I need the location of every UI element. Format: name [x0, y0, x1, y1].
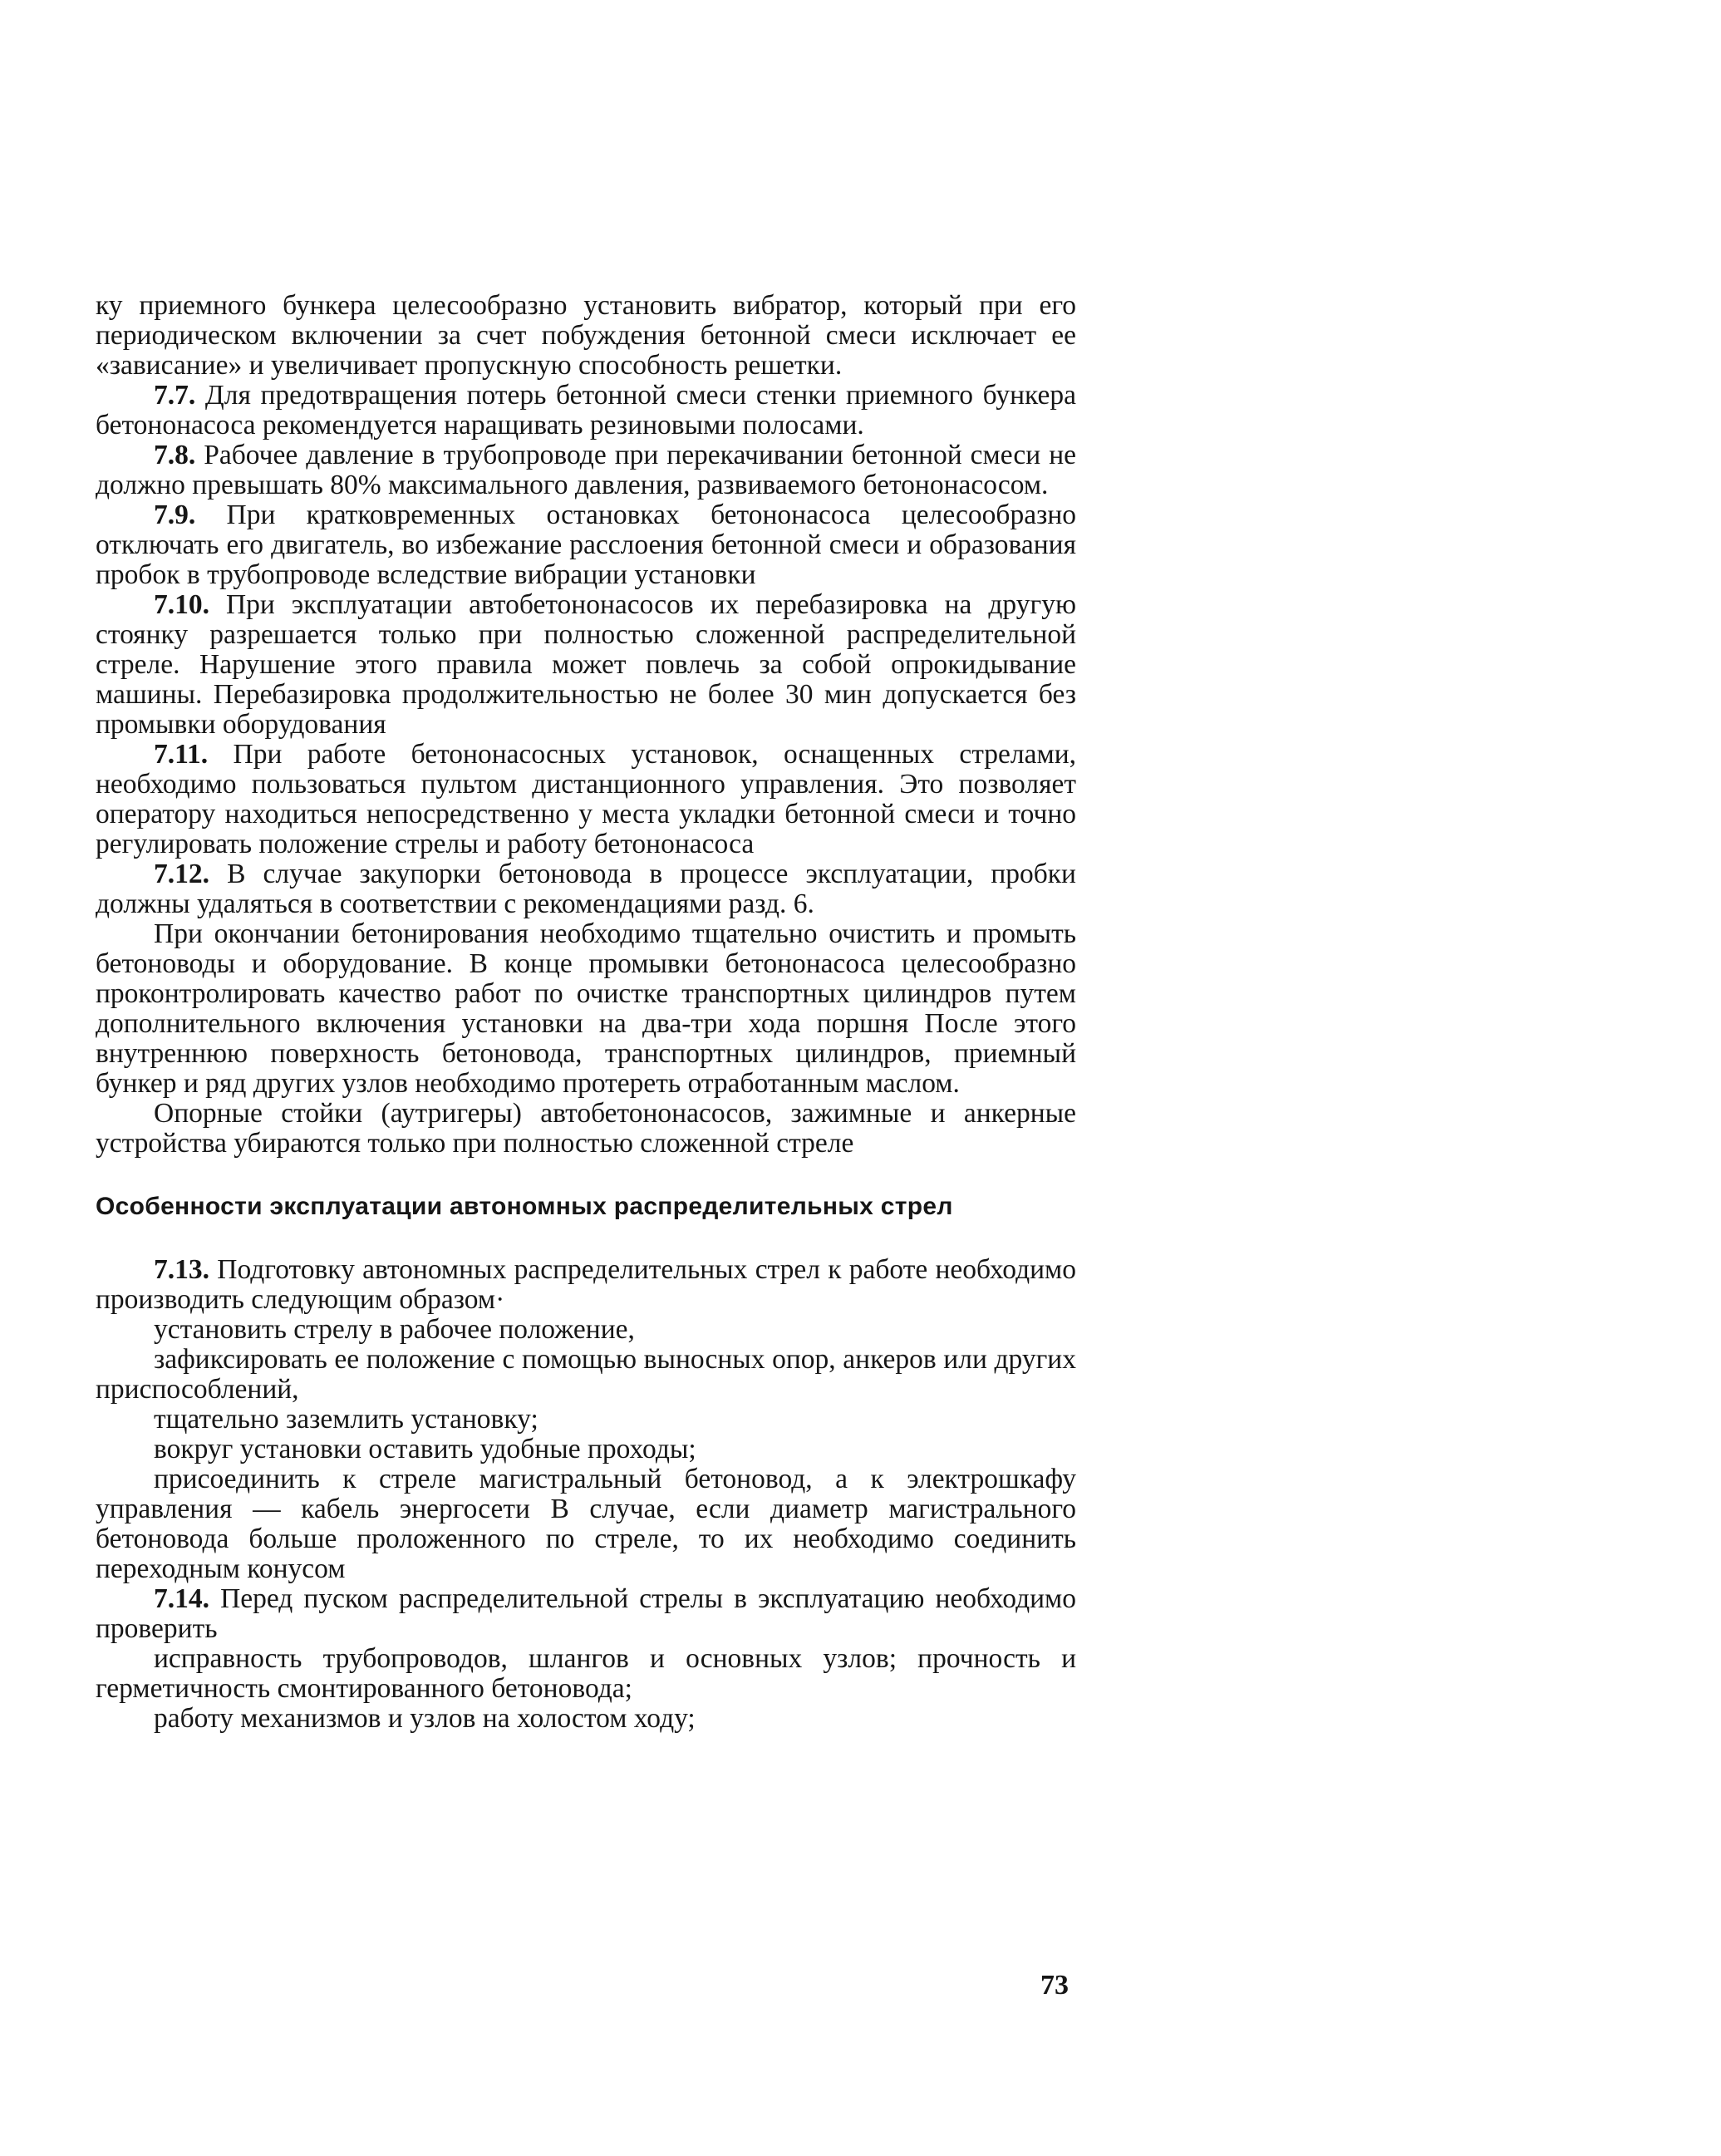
paragraph-7-9 [96, 500, 1076, 590]
paragraph-text: Для предотвращения потерь бетонной смеси стенки приемного бункера бетононасоса рекомендуется наращивать резиновыми полосами. [96, 380, 1076, 441]
paragraph-continuation [96, 291, 1076, 381]
paragraph-number: 7.7. [154, 380, 196, 411]
paragraph-text: ку приемного бункера целесообразно установить вибратор, который при его периодическом включении за счет побуждения бетонной смеси исключает ее «зависание» и увеличивает пропускную способность решетки. [96, 290, 1076, 381]
list-item [96, 1704, 1076, 1734]
list-item-text: исправность трубопроводов, шлангов и основных узлов; прочность и герметичность смонтированного бетоновода; [96, 1643, 1076, 1704]
paragraph-7-10 [96, 590, 1076, 740]
paragraph-number: 7.10. [154, 589, 209, 620]
paragraph-number: 7.11. [154, 739, 209, 770]
list-item-text: зафиксировать ее положение с помощью выносных опор, анкеров или других приспособлений, [96, 1344, 1076, 1405]
list-item-text: установить стрелу в рабочее положение, [154, 1314, 635, 1345]
list-item [96, 1435, 1076, 1464]
paragraph-text: При эксплуатации автобетононасосов их перебазировка на другую стоянку разрешается только при полностью сложенной распределительной стреле. Нарушение этого правила может повлечь за собой опрокидывание машины. Перебазировка продолжительностью не более 30 мин допускается без промывки оборудования [96, 589, 1076, 740]
paragraph-7-11 [96, 740, 1076, 859]
list-item-text: тщательно заземлить установку; [154, 1404, 538, 1435]
paragraph-text: При работе бетононасосных установок, оснащенных стрелами, необходимо пользоваться пультом дистанционного управления. Это позволяет оператору находиться непосредственно у места укладки бетонной смеси и точно регулировать положение стрелы и работу бетононасоса [96, 739, 1076, 859]
paragraph-number: 7.8. [154, 440, 196, 470]
list-item-text: присоединить к стреле магистральный бетоновод, а к электрошкафу управления — кабель энергосети В случае, если диаметр магистрального бетоновода больше проложенного по стреле, то их необходимо соединить переходным конусом [96, 1464, 1076, 1584]
paragraph-text: При окончании бетонирования необходимо тщательно очистить и промыть бетоноводы и оборудование. В конце промывки бетононасоса целесообразно проконтролировать качество работ по очистке транспортных цилиндров путем дополнительного включения установки на два-три хода поршня После этого внутреннюю поверхность бетоновода, транспортных цилиндров, приемный бункер и ряд других узлов необходимо протереть отработанным маслом. [96, 918, 1076, 1099]
list-item-text: работу механизмов и узлов на холостом ходу; [154, 1703, 696, 1734]
paragraph-number: 7.12. [154, 859, 209, 889]
paragraph-7-8 [96, 441, 1076, 500]
paragraph-cleaning [96, 919, 1076, 1099]
paragraph-number: 7.14. [154, 1583, 209, 1614]
paragraph-text: Подготовку автономных распределительных стрел к работе необходимо производить следующим образом· [96, 1254, 1076, 1315]
paragraph-7-13 [96, 1255, 1076, 1315]
list-item [96, 1405, 1076, 1435]
list-item [96, 1345, 1076, 1405]
paragraph-text: Перед пуском распределительной стрелы в эксплуатацию необходимо проверить [96, 1583, 1076, 1644]
list-item-text: вокруг установки оставить удобные проходы; [154, 1434, 696, 1464]
list-item [96, 1644, 1076, 1704]
paragraph-number: 7.9. [154, 500, 196, 530]
list-item [96, 1315, 1076, 1345]
paragraph-text: При кратковременных остановках бетононасоса целесообразно отключать его двигатель, во избежание расслоения бетонной смеси и образования пробок в трубопроводе вследствие вибрации установки [96, 500, 1076, 590]
paragraph-outriggers [96, 1099, 1076, 1159]
section-heading: Особенности эксплуатации автономных распределительных стрел [96, 1193, 953, 1220]
page-number: 73 [1040, 1970, 1069, 2001]
paragraph-7-7 [96, 381, 1076, 441]
paragraph-number: 7.13. [154, 1254, 209, 1285]
list-item [96, 1464, 1076, 1584]
paragraph-7-14 [96, 1584, 1076, 1644]
paragraph-7-12 [96, 859, 1076, 919]
paragraph-text: В случае закупорки бетоновода в процессе эксплуатации, пробки должны удаляться в соответствии с рекомендациями разд. 6. [96, 859, 1076, 919]
main-text-column [96, 291, 1076, 1734]
paragraph-text: Опорные стойки (аутригеры) автобетононасосов, зажимные и анкерные устройства убираются только при полностью сложенной стреле [96, 1098, 1076, 1159]
paragraph-text: Рабочее давление в трубопроводе при перекачивании бетонной смеси не должно превышать 80% максимального давления, развиваемого бетононасосом. [96, 440, 1076, 500]
